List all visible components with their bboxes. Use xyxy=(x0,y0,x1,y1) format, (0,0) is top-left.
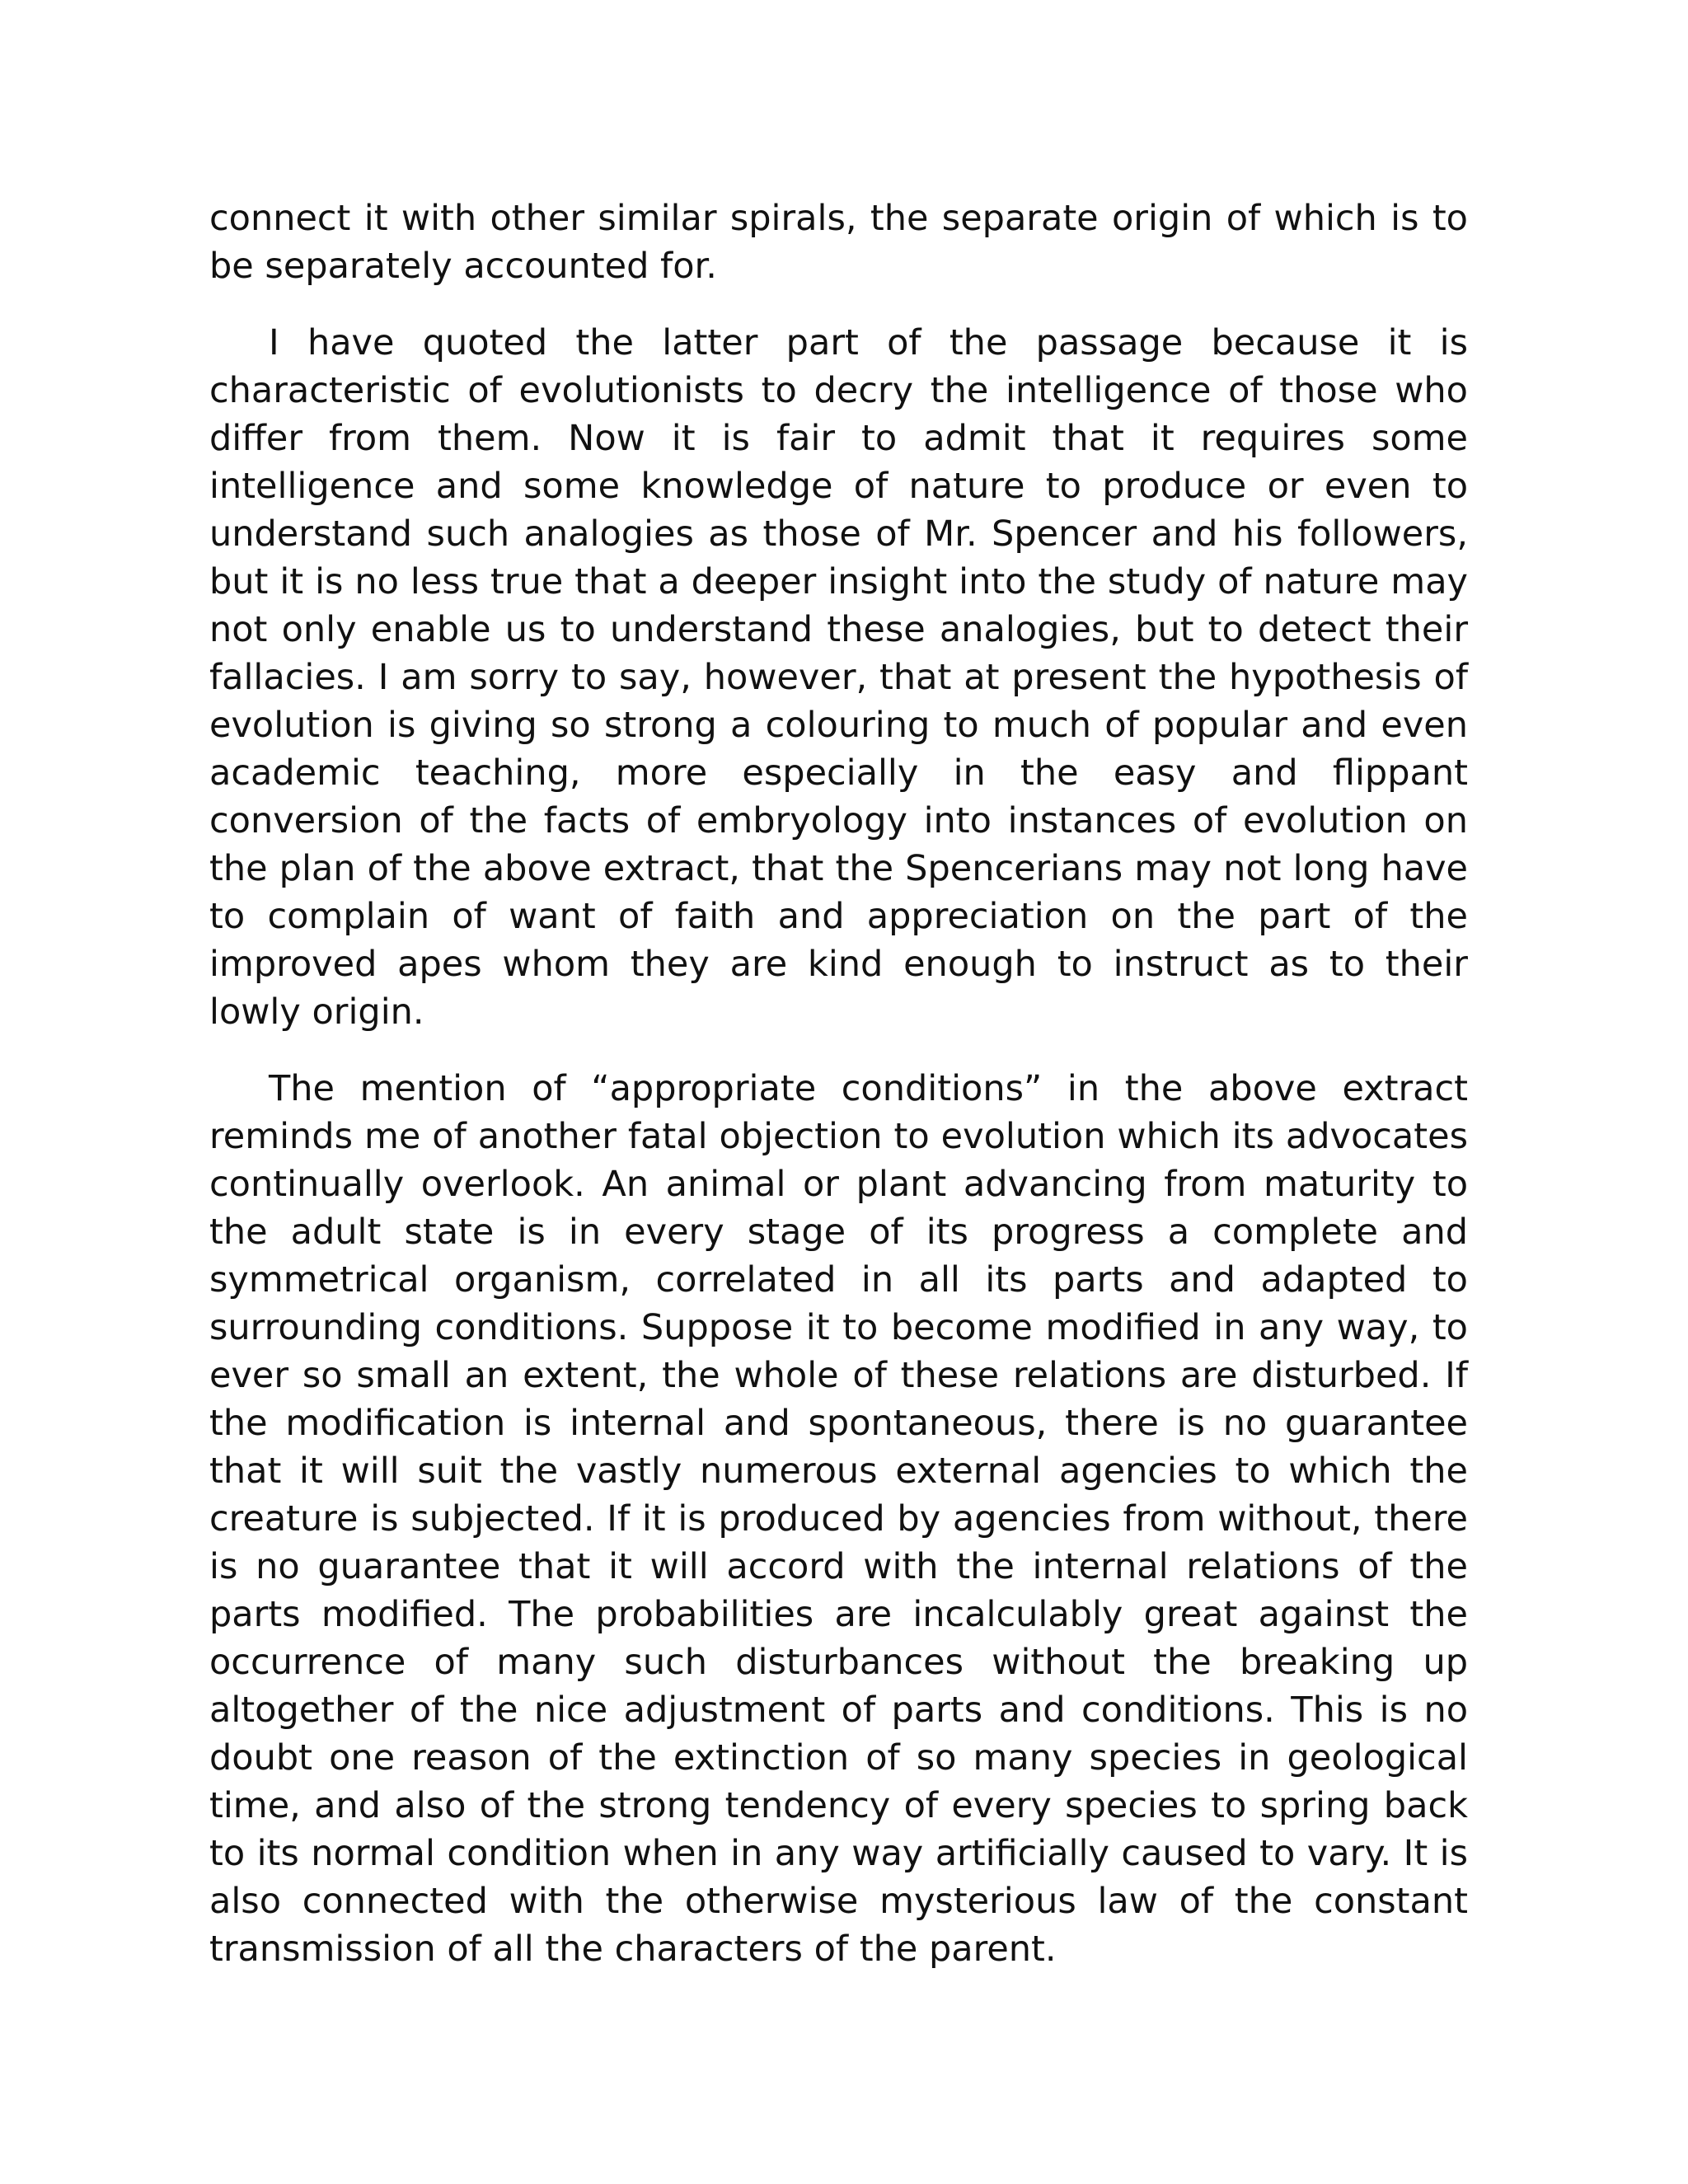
paragraph-2: I have quoted the latter part of the passage because it is characteristic of evolutionists to decry the intelligence of those who differ from them. Now it is fair to admit that it requires some intelligence and some knowledge of nature to produce or even to understand such analogies as those of Mr. Spencer and his followers, but it is no less true that a deeper insight into the study of nature may not only enable us to understand these analogies, but to detect their fallacies. I am sorry to say, however, that at present the hypothesis of evolution is giving so strong a colouring to much of popular and even academic teaching, more especially in the easy and flippant conversion of the facts of embryology into instances of evolution on the plan of the above extract, that the Spencerians may not long have to complain of want of faith and appreciation on the part of the improved apes whom they are kind enough to instruct as to their lowly origin. xyxy=(209,322,1468,1033)
paragraph-1: connect it with other similar spirals, the separate origin of which is to be separately accounted for. xyxy=(209,198,1468,287)
page-body xyxy=(209,194,1468,1973)
paragraph-3: The mention of “appropriate conditions” in the above extract reminds me of another fatal objection to evolution which its advocates continually overlook. An animal or plant advancing from maturity to the adult state is in every stage of its progress a complete and symmetrical organism, correlated in all its parts and adapted to surrounding conditions. Suppose it to become modified in any way, to ever so small an extent, the whole of these relations are disturbed. If the modification is internal and spontaneous, there is no guarantee that it will suit the vastly numerous external agencies to which the creature is subjected. If it is produced by agencies from without, there is no guarantee that it will accord with the internal relations of the parts modified. The probabilities are incalculably great against the occurrence of many such disturbances without the breaking up altogether of the nice adjustment of parts and conditions. This is no doubt one reason of the extinction of so many species in geological time, and also of the strong tendency of every species to spring back to its normal condition when in any way artificially caused to vary. It is also connected with the otherwise mysterious law of the constant transmission of all the characters of the parent. xyxy=(209,1068,1468,1970)
